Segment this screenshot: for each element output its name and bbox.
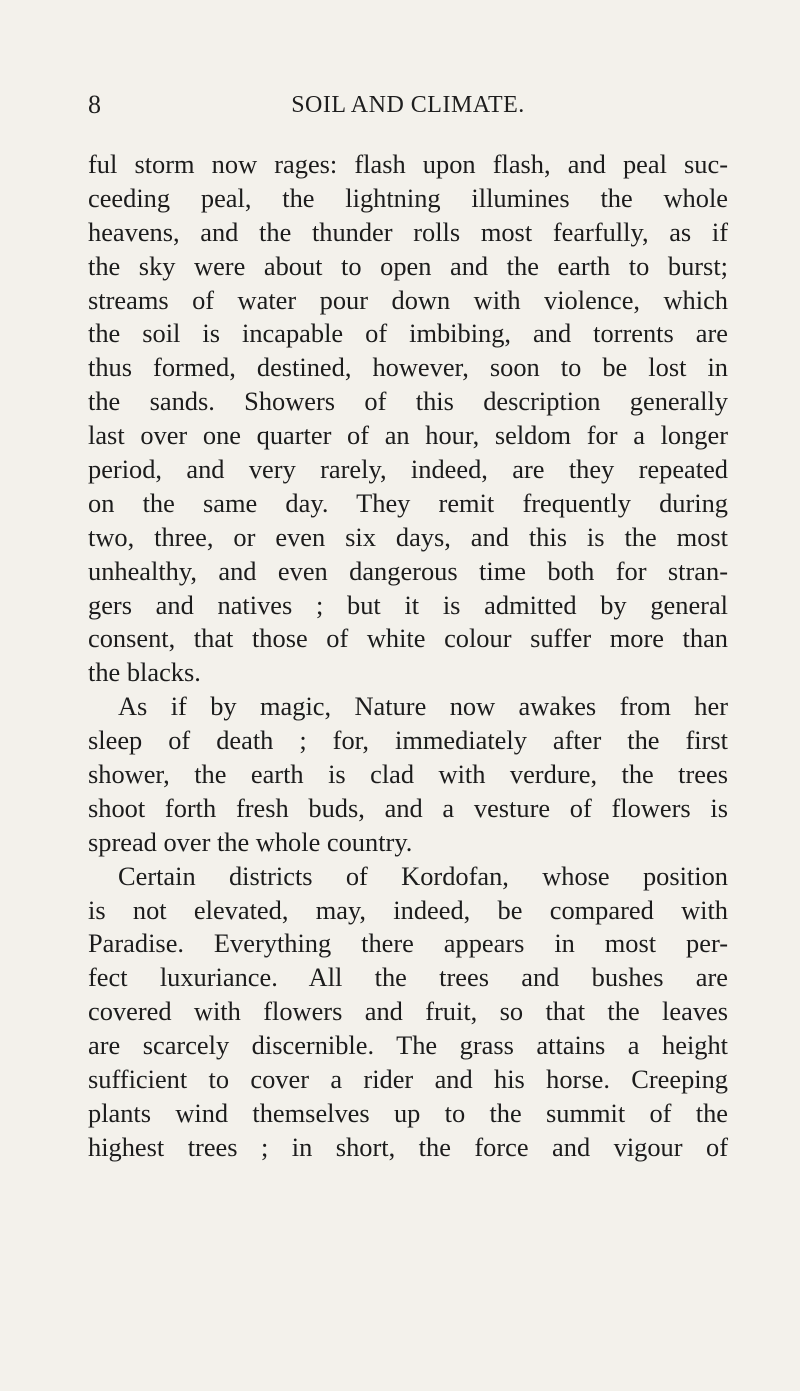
text-line: sleep of death ; for, immediately after the first [88, 725, 728, 756]
text-line: spread over the whole country. [88, 826, 413, 857]
page-header [88, 88, 728, 128]
text-line: sufficient to cover a rider and his horse. Creeping [88, 1064, 728, 1095]
text-line: consent, that those of white colour suffer more than [88, 623, 728, 654]
text-line: the sky were about to open and the earth to burst; [88, 250, 728, 281]
text-line: heavens, and the thunder rolls most fearfully, as if [88, 216, 728, 247]
text-line: highest trees ; in short, the force and vigour of [88, 1131, 728, 1162]
body-text [88, 148, 728, 1165]
text-line: gers and natives ; but it is admitted by general [88, 589, 728, 620]
text-line: streams of water pour down with violence, which [88, 284, 728, 315]
text-line: on the same day. They remit frequently during [88, 487, 728, 518]
text-line: fect luxuriance. All the trees and bushes are [88, 962, 728, 993]
text-line: last over one quarter of an hour, seldom for a longer [88, 420, 728, 451]
text-line: is not elevated, may, indeed, be compared with [88, 894, 728, 925]
text-line: Paradise. Everything there appears in most per- [88, 928, 728, 959]
text-line: thus formed, destined, however, soon to be lost in [88, 352, 728, 383]
text-line: the sands. Showers of this description generally [88, 386, 728, 417]
text-line: plants wind themselves up to the summit of the [88, 1097, 728, 1128]
text-line: the soil is incapable of imbibing, and torrents are [88, 318, 728, 349]
text-line: shoot forth fresh buds, and a vesture of flowers is [88, 792, 728, 823]
text-line: period, and very rarely, indeed, are they repeated [88, 454, 728, 485]
text-line: covered with flowers and fruit, so that the leaves [88, 996, 728, 1027]
page-number: 8 [88, 90, 101, 119]
text-line: unhealthy, and even dangerous time both for stran- [88, 555, 728, 586]
text-line: Certain districts of Kordofan, whose position [118, 860, 728, 891]
text-line: the blacks. [88, 657, 201, 688]
text-line: are scarcely discernible. The grass attains a height [88, 1030, 728, 1061]
text-line: two, three, or even six days, and this is the most [88, 521, 728, 552]
text-line: ceeding peal, the lightning illumines the whole [88, 182, 728, 213]
running-head: SOIL AND CLIMATE. [291, 92, 525, 118]
text-line: As if by magic, Nature now awakes from her [118, 691, 728, 722]
text-line: ful storm now rages: flash upon flash, and peal suc- [88, 149, 728, 179]
text-line: shower, the earth is clad with verdure, the trees [88, 759, 728, 790]
